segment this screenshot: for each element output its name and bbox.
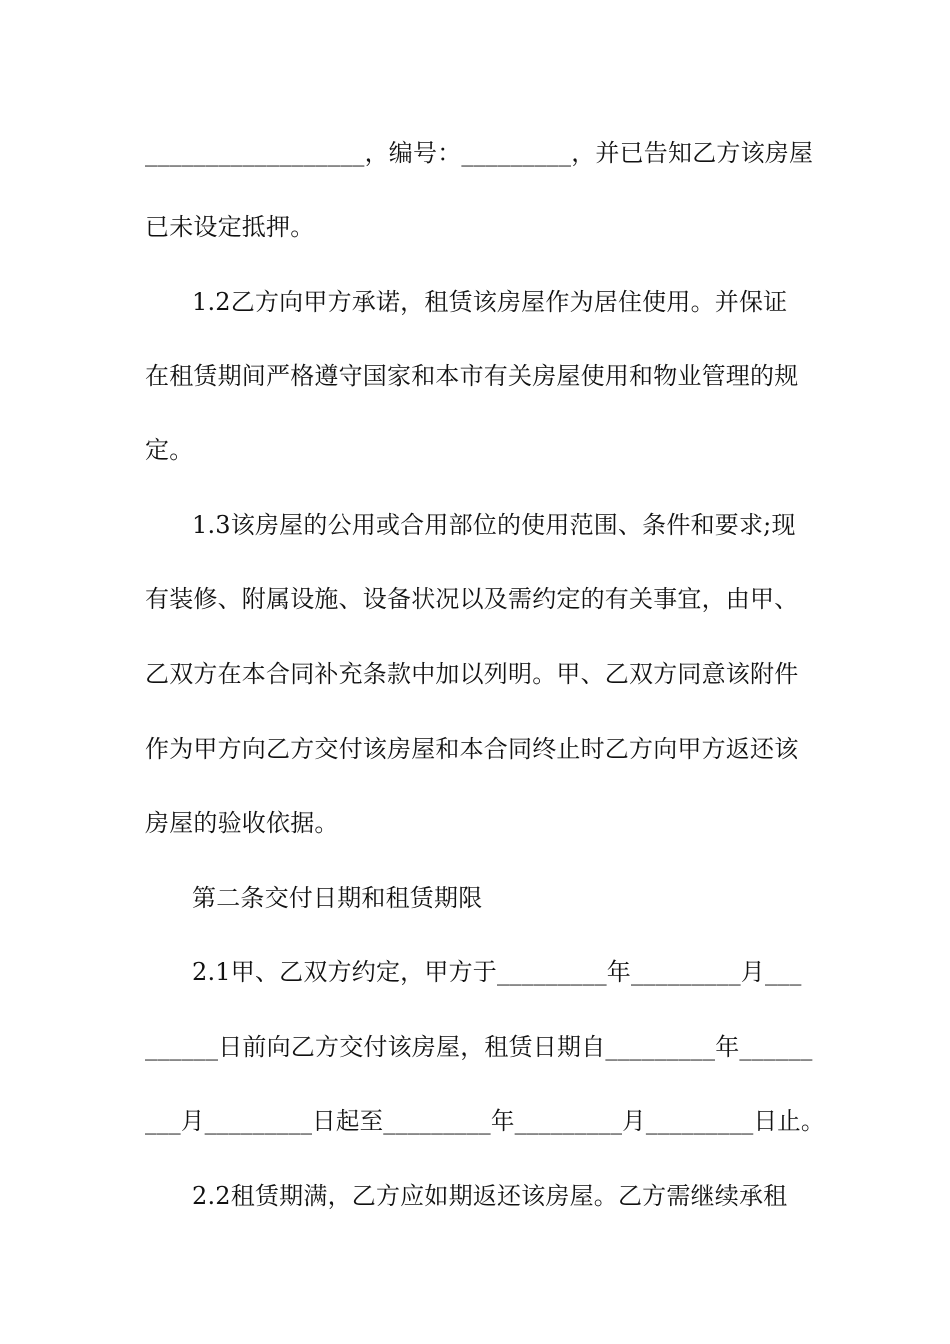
text-line-3: 1.2乙方向甲方承诺，租赁该房屋作为居住使用。并保证: [192, 288, 788, 316]
text-line-13: ______日前向乙方交付该房屋，租赁日期自_________年______: [145, 1033, 813, 1061]
text-line-1: __________________，编号：_________，并已告知乙方该房屋: [145, 139, 814, 167]
section-heading: 第二条交付日期和租赁期限: [192, 884, 483, 912]
text-line-14: ___月_________日起至_________年_________月_________日止。: [145, 1107, 825, 1135]
text-line-9: 作为甲方向乙方交付该房屋和本合同终止时乙方向甲方返还该: [145, 735, 799, 763]
text-line-12: 2.1甲、乙双方约定，甲方于_________年_________月___: [192, 958, 802, 986]
text-line-15: 2.2租赁期满，乙方应如期返还该房屋。乙方需继续承租: [192, 1182, 788, 1210]
text-line-5: 定。: [145, 436, 194, 464]
text-line-2: 已未设定抵押。: [145, 213, 315, 241]
text-line-10: 房屋的验收依据。: [145, 809, 339, 837]
text-line-7: 有装修、附属设施、设备状况以及需约定的有关事宜，由甲、: [145, 585, 799, 613]
text-line-6: 1.3该房屋的公用或合用部位的使用范围、条件和要求;现: [192, 511, 796, 539]
text-line-4: 在租赁期间严格遵守国家和本市有关房屋使用和物业管理的规: [145, 362, 799, 390]
text-line-8: 乙双方在本合同补充条款中加以列明。甲、乙双方同意该附件: [145, 660, 799, 688]
